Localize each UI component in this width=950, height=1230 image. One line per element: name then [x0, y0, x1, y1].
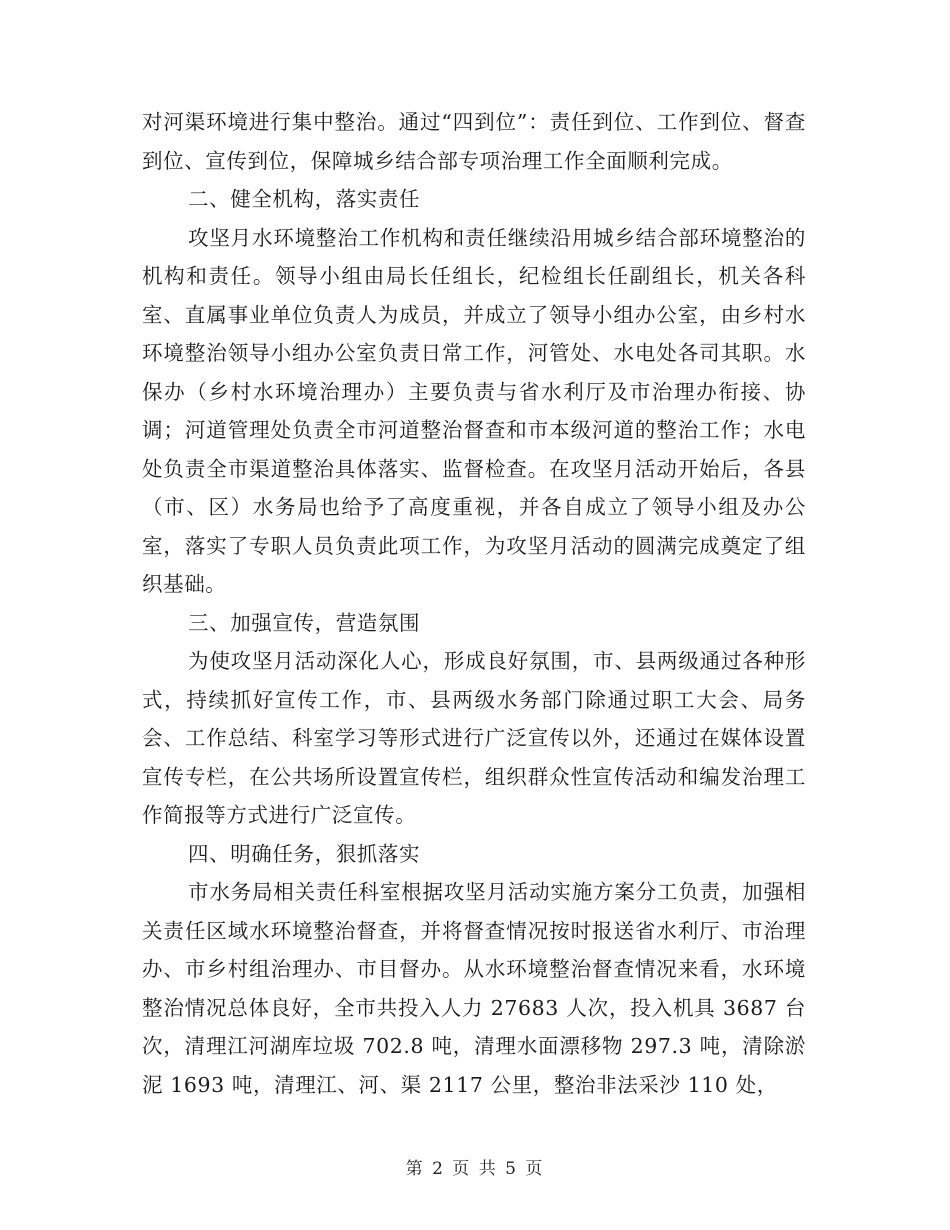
section-paragraph-2: 攻坚月水环境整治工作机构和责任继续沿用城乡结合部环境整治的机构和责任。领导小组由局长任组长，纪检组长任副组长，机关各科室、直属事业单位负责人为成员，并成立了领导小组办公室，由乡村水环境整治领导小组办公室负责日常工作，河管处、水电处各司其职。水保办（乡村水环境治理办）主要负责与省水利厅及市治理办衔接、协调；河道管理处负责全市河道整治督查和市本级河道的整治工作；水电处负责全市渠道整治具体落实、监督检查。在攻坚月活动开始后，各县（市、区）水务局也给予了高度重视，并各自成立了领导小组及办公室，落实了专职人员负责此项工作，为攻坚月活动的圆满完成奠定了组织基础。 — [142, 225, 806, 596]
section-paragraph-4: 市水务局相关责任科室根据攻坚月活动实施方案分工负责，加强相关责任区域水环境整治督查，并将督查情况按时报送省水利厅、市治理办、市乡村组治理办、市目督办。从水环境整治督查情况来看，水环境整治情况总体良好，全市共投入人力 27683 人次，投入机具 3687 台次，清理江河湖库垃圾 702.8 吨，清理水面漂移物 297.3 吨，清除淤泥 1693 吨，清理江、河、渠 2117 公里，整治非法采沙 110 处， — [142, 880, 806, 1097]
continuation-paragraph: 对河渠环境进行集中整治。通过“四到位”：责任到位、工作到位、督查到位、宣传到位，保障城乡结合部专项治理工作全面顺利完成。 — [142, 110, 806, 173]
section-heading-3: 三、加强宣传，营造氛围 — [188, 610, 421, 635]
section-paragraph-3: 为使攻坚月活动深化人心，形成良好氛围，市、县两级通过各种形式，持续抓好宣传工作，市、县两级水务部门除通过职工大会、局务会、工作总结、科室学习等形式进行广泛宣传以外，还通过在媒体设置宣传专栏，在公共场所设置宣传栏，组织群众性宣传活动和编发治理工作简报等方式进行广泛宣传。 — [142, 649, 806, 827]
section-heading-2: 二、健全机构，落实责任 — [188, 187, 421, 211]
page-number-footer: 第 2 页 共 5 页 — [405, 1159, 545, 1179]
section-heading-4: 四、明确任务，狠抓落实 — [188, 841, 421, 866]
document-body — [142, 103, 806, 1104]
